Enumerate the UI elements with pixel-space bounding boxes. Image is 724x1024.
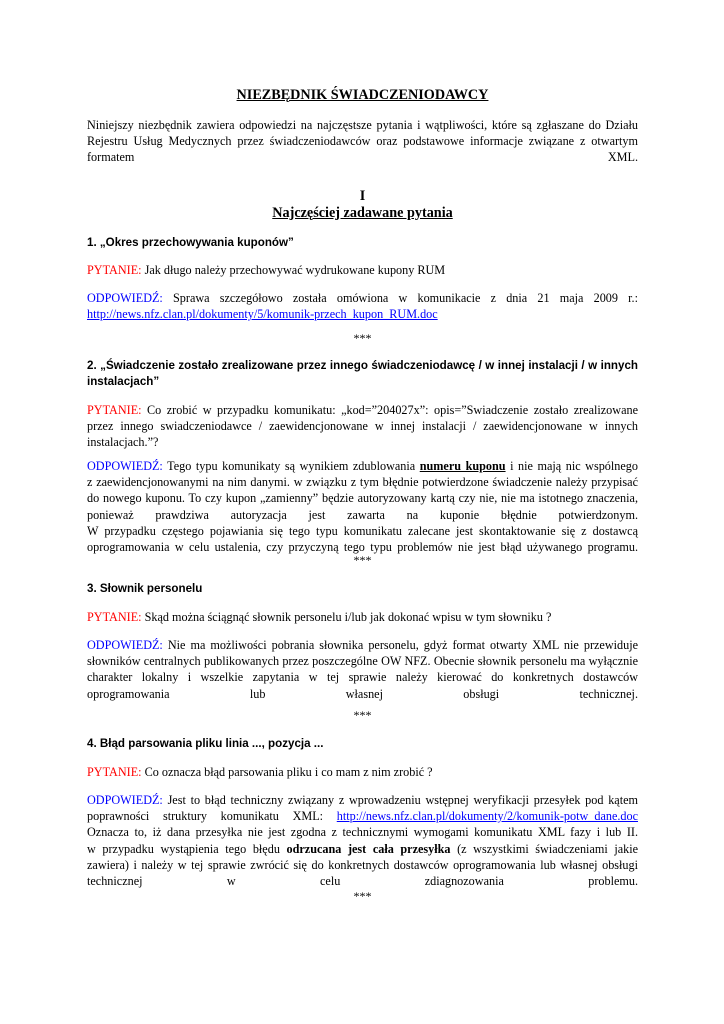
q2-answer [87, 458, 638, 555]
answer-label: ODPOWIEDŹ: [87, 638, 163, 652]
q1-question [87, 262, 638, 278]
q3-question [87, 609, 638, 625]
q2-answer-text: Tego typu komunikaty są wynikiem zdublowania [162, 459, 420, 473]
intro-line: formatem XML. [87, 150, 638, 165]
q2-question-line: instalacjach.”? [87, 435, 159, 450]
q3-answer-line: oprogramowania lub własnej obsługi technicznej. [87, 686, 638, 701]
q4-answer-line: zawiera) i należy w tej sprawie zwrócić się do konkretnych dostawców oprogramowania lub własnej obsługi [87, 857, 638, 872]
q4-answer-text: Jest to błąd techniczny związany z wprowadzeniu wstępnej weryfikacji przesyłek pod kątem [162, 793, 638, 807]
q2-answer-line: ponieważ prawdziwa autoryzacja jest zawarta na kuponie błędnie potwierdzonym. [87, 507, 638, 522]
q4-answer-line: Oznacza to, iż dana przesyłka nie jest zgodna z technicznymi wymogami komunikatu XML fazy i lub II. [87, 825, 638, 840]
q1-heading [87, 235, 638, 251]
q2-question-line: przez innego swiadczeniodawce / zaewidencjonowane w innej instalacji / zaewidencjonowane w innych [87, 419, 638, 434]
document-title: NIEZBĘDNIK ŚWIADCZENIODAWCY [236, 87, 489, 103]
answer-label: ODPOWIEDŹ: [87, 459, 163, 473]
q4-answer-text: (z wszystkimi świadczeniami jakie [450, 841, 639, 856]
question-label: PYTANIE: [87, 263, 142, 277]
q1-answer-text: Sprawa szczegółowo została omówiona w komunikacie z dnia 21 maja 2009 r.: [162, 291, 638, 305]
q4-answer [87, 792, 638, 889]
q1-question-text: Jak długo należy przechowywać wydrukowane kupony RUM [141, 263, 446, 277]
q3-answer-line: słowników centralnych publikowanych przez poszczególne OW NFZ. Obecnie słownik personelu ma wyłącznie [87, 654, 638, 669]
q4-question-text: Co oznacza błąd parsowania pliku i co mam z nim zrobić ? [141, 765, 433, 779]
intro-paragraph [87, 117, 638, 166]
q2-answer-line: z zaewidencjonowanymi na nim danymi. w związku z tym błędnie potwierdzone świadczenie należy przypisać [87, 475, 638, 490]
section-title: Najczęściej zadawane pytania [272, 205, 453, 221]
q1-heading-text: 1. „Okres przechowywania kuponów” [87, 236, 294, 249]
q1-answer [87, 290, 638, 322]
q4-document-link[interactable]: http://news.nfz.clan.pl/dokumenty/2/komunik-potw_dane.doc [336, 809, 638, 824]
separator: *** [353, 708, 372, 722]
separator: *** [353, 889, 372, 903]
q2-answer-emphasis: numeru kuponu [419, 459, 506, 473]
q2-heading-line: 2. „Świadczenie zostało zrealizowane przez innego świadczeniodawcę / w innej instalacji / w innych [87, 359, 638, 372]
q3-answer-line: charakter lokalny i wszelkie zapytania w tej sprawie należy kierować do konkretnych dostawców [87, 670, 638, 685]
q4-answer-line: technicznej w celu zdiagnozowania problemu. [87, 874, 638, 889]
q3-answer-text: Nie ma możliwości pobrania słownika personelu, gdyż format otwarty XML nie przewiduje [162, 638, 638, 652]
separator: *** [353, 331, 372, 345]
q3-question-text: Skąd można ściągnąć słownik personelu i/lub jak dokonać wpisu w tym słowniku ? [141, 610, 552, 624]
q4-heading-text: 4. Błąd parsowania pliku linia ..., pozycja ... [87, 737, 324, 750]
q4-answer-emphasis: odrzucana jest cała przesyłka [286, 841, 451, 856]
q4-answer-text: w przypadku wystąpienia tego błędu [87, 841, 287, 856]
q2-answer-line: W przypadku częstego pojawiania się tego typu komunikatu zalecane jest skontaktowanie się z dostawcą [87, 523, 638, 538]
intro-line: Niniejszy niezbędnik zawiera odpowiedzi na najczęstsze pytania i wątpliwości, które są zgłaszane do Działu [87, 118, 638, 132]
q3-heading-text: 3. Słownik personelu [87, 582, 203, 595]
q1-document-link[interactable]: http://news.nfz.clan.pl/dokumenty/5/komunik-przech_kupon_RUM.doc [87, 307, 438, 322]
q2-answer-line: oprogramowania w celu ustalenia, czy przyczyną tego typu problemów nie jest błąd używanego programu. [87, 540, 638, 555]
q2-question-text: Co zrobić w przypadku komunikatu: „kod=”204027x”: opis=”Swiadczenie zostało zrealizowane [141, 403, 638, 417]
q4-heading [87, 736, 638, 752]
intro-line: Rejestru Usług Medycznych przez świadczeniodawców oraz podstawowe informacje związane z otwartym [87, 134, 638, 149]
separator: *** [353, 553, 372, 567]
q2-heading-line: instalacjach” [87, 375, 160, 389]
q4-answer-text: poprawności struktury komunikatu XML: [87, 809, 337, 824]
question-label: PYTANIE: [87, 610, 142, 624]
question-label: PYTANIE: [87, 403, 142, 417]
q3-heading [87, 581, 638, 597]
q4-question [87, 764, 638, 780]
q2-answer-line: do nowego kuponu. To czy kupon „zamienny” będzie autoryzowany kartą czy nie, nie ma istotnego znaczenia, [87, 491, 638, 506]
q3-answer [87, 637, 638, 702]
answer-label: ODPOWIEDŹ: [87, 793, 163, 807]
answer-label: ODPOWIEDŹ: [87, 291, 163, 305]
question-label: PYTANIE: [87, 765, 142, 779]
q2-answer-text: i nie mają nic wspólnego [505, 459, 638, 473]
q2-heading [87, 358, 638, 390]
section-number: I [359, 188, 366, 204]
q2-question [87, 402, 638, 451]
